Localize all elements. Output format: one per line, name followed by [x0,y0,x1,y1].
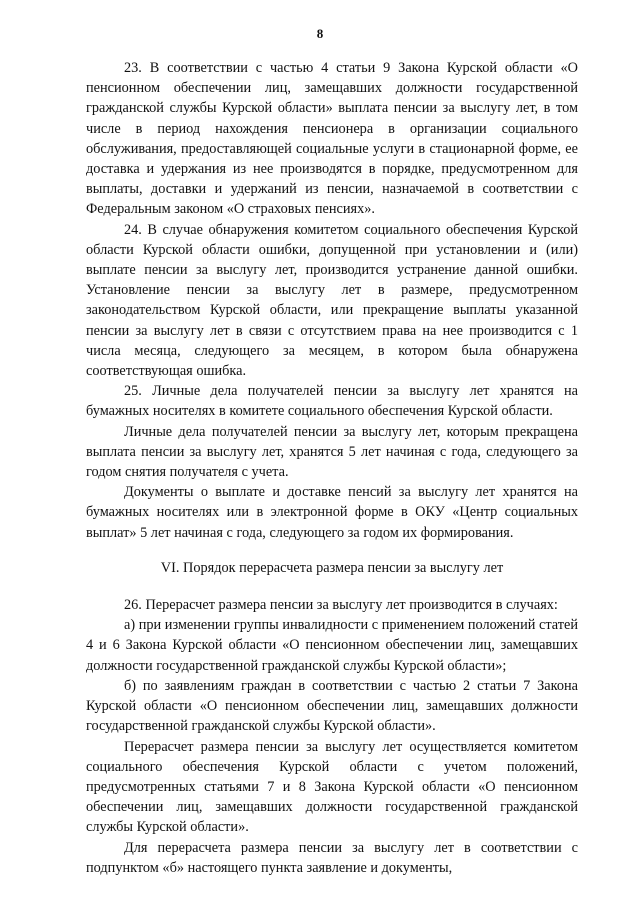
paragraph-26-recalculation: Перерасчет размера пенсии за выслугу лет осуществляется комитетом социального обеспечения Курской области с учетом положений, предусмотренных статьями 7 и 8 Закона Курской области «О пенсионном обеспечении лиц, замещавших должности государственной гражданской службы Курской области». [86,738,578,836]
paragraph-26-item-b: б) по заявлениям граждан в соответствии с частью 2 статьи 7 Закона Курской области «О пенсионном обеспечении лиц, замещавших должности государственной гражданской службы Курской области». [86,677,578,735]
paragraph-23: 23. В соответствии с частью 4 статьи 9 Закона Курской области «О пенсионном обеспечении лиц, замещавших должности государственной гражданской службы Курской области» выплата пенсии за выслугу лет, в том числе в период нахождения пенсионера в организации социального обслуживания, предоставляющей социальные услуги в стационарной форме, ее доставка и удержания из нее производятся в порядке, предусмотренном для выплаты, доставки и удержаний из пенсии, назначаемой в соответствии с Федеральным законом «О страховых пенсиях». [86,60,578,218]
paragraph-25-documents: Документы о выплате и доставке пенсий за выслугу лет хранятся на бумажных носителях или в электронной форме в ОКУ «Центр социальных выплат» 5 лет начиная с года, следующего за годом их формирования. [86,484,578,541]
paragraph-25-personal-files: Личные дела получателей пенсии за выслугу лет, которым прекращена выплата пенсии за выслугу лет, хранятся 5 лет начиная с года, следующего за годом снятия получателя с учета. [86,423,578,481]
paragraph-26-application: Для перерасчета размера пенсии за выслугу лет в соответствии с подпунктом «б» настоящего пункта заявление и документы, [86,839,578,876]
paragraph-26-item-a: а) при изменении группы инвалидности с применением положений статей 4 и 6 Закона Курской области «О пенсионном обеспечении лиц, замещавших должности государственной гражданской службы Курской области»; [86,617,578,674]
paragraph-25: 25. Личные дела получателей пенсии за выслугу лет хранятся на бумажных носителях в комитете социального обеспечения Курской области. [86,383,578,420]
section-heading: VI. Порядок перерасчета размера пенсии за выслугу лет [160,559,504,576]
page-number: 8 [316,26,324,41]
document-body [86,58,578,878]
paragraph-24: 24. В случае обнаружения комитетом социального обеспечения Курской области Курской области ошибки, допущенной при установлении и (или) выплате пенсии за выслугу лет, производится устранение данной ошибки. Установление пенсии за выслугу лет в размере, предусмотренном законодательством Курской области, или прекращение выплаты указанной пенсии за выслугу лет в связи с отсутствием права на нее производится с 1 числа месяца, следующего за месяцем, в котором была обнаружена соответствующая ошибка. [86,221,578,380]
paragraph-26: 26. Перерасчет размера пенсии за выслугу лет производится в случаях: [124,597,558,614]
